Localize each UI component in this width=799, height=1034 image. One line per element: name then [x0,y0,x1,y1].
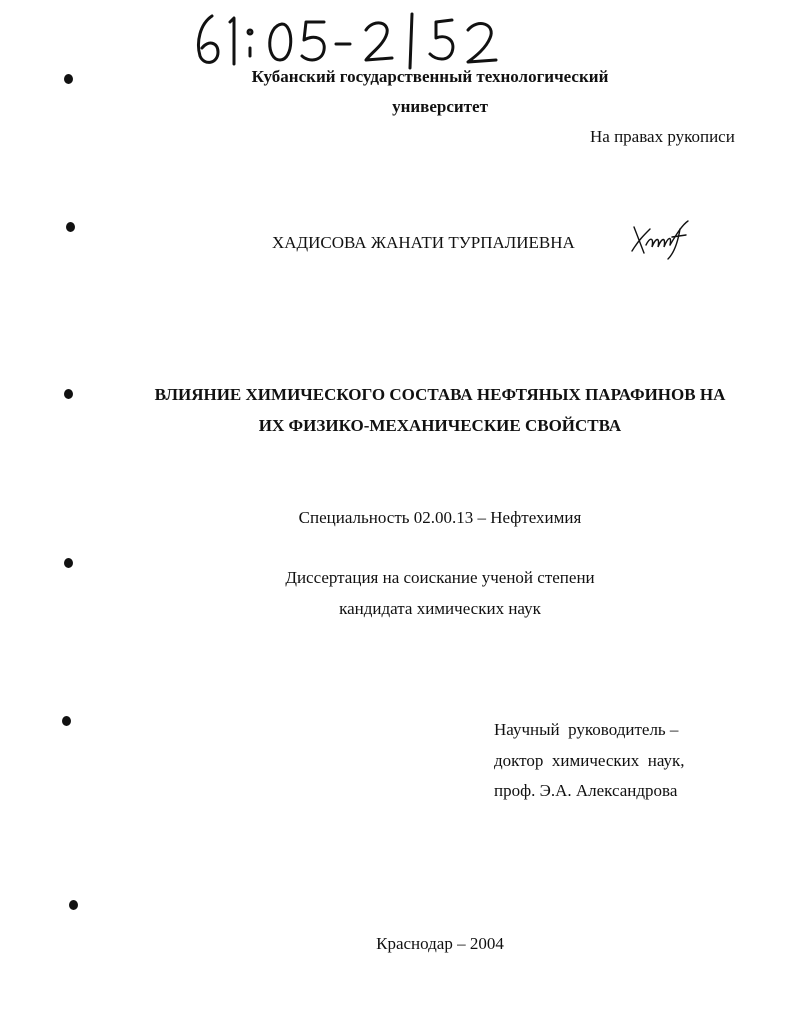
binder-hole-mark [64,74,73,84]
title-line-2: ИХ ФИЗИКО-МЕХАНИЧЕСКИЕ СВОЙСТВА [258,416,622,435]
supervisor-line-3: проф. Э.А. Александрова [494,781,678,800]
supervisor-line-2: доктор химических наук, [494,751,685,770]
manuscript-note: На правах рукописи [590,127,735,146]
city-year: Краснодар – 2004 [376,934,504,953]
binder-hole-mark [66,222,75,232]
specialty: Специальность 02.00.13 – Нефтехимия [298,508,582,527]
institution-line-1: Кубанский государственный технологический [251,67,609,86]
supervisor-line-1: Научный руководитель – [494,720,679,739]
binder-hole-mark [62,716,71,726]
binder-hole-mark [64,389,73,399]
degree-line-2: кандидата химических наук [339,599,541,618]
author-signature [628,215,698,263]
binder-hole-mark [64,558,73,568]
institution-line-2: университет [392,97,488,116]
archive-number-handwriting [190,8,540,70]
title-line-1: ВЛИЯНИЕ ХИМИЧЕСКОГО СОСТАВА НЕФТЯНЫХ ПАРАФИНОВ НА [154,385,726,404]
binder-hole-mark [69,900,78,910]
degree-line-1: Диссертация на соискание ученой степени [285,568,595,587]
author-name: ХАДИСОВА ЖАНАТИ ТУРПАЛИЕВНА [272,233,575,252]
